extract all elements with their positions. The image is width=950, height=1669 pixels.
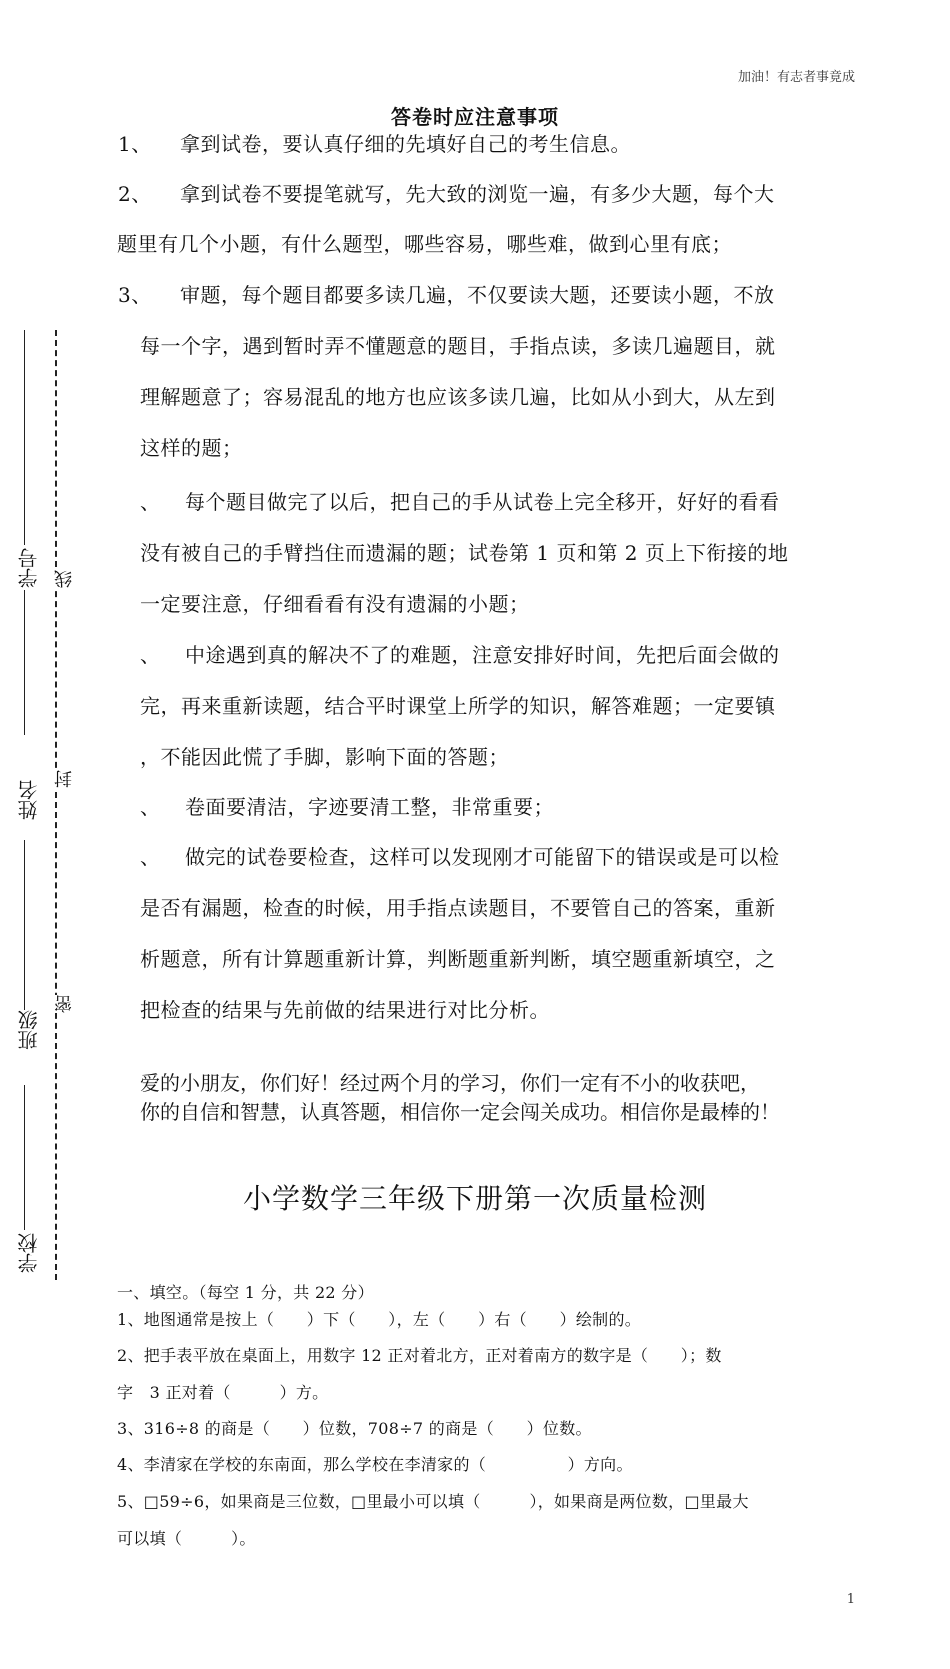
student-id-label: 学号 bbox=[17, 548, 41, 588]
notice-5-number: 、 bbox=[140, 643, 161, 667]
page-number: 1 bbox=[846, 1592, 855, 1607]
notice-2-number: 2、 bbox=[118, 182, 152, 206]
notice-1-text: 拿到试卷，要认真仔细的先填好自己的考生信息。 bbox=[180, 132, 631, 156]
notice-6-number: 、 bbox=[140, 795, 161, 819]
notice-2 bbox=[118, 178, 775, 207]
notice-2-text: 拿到试卷不要提笔就写，先大致的浏览一遍，有多少大题，每个大 bbox=[180, 182, 775, 206]
question-2-cont: 字 3 正对着（ ）方。 bbox=[117, 1383, 329, 1402]
notice-7-number: 、 bbox=[140, 845, 161, 869]
notice-1 bbox=[118, 128, 631, 157]
secret-mark: 密 bbox=[52, 995, 78, 1013]
notice-6 bbox=[140, 791, 554, 820]
class-label: 班级 bbox=[17, 1010, 41, 1050]
greeting-line-1: 爱的小朋友，你们好！经过两个月的学习，你们一定有不小的收获吧， bbox=[140, 1071, 760, 1095]
notice-7-cont-2: 析题意，所有计算题重新计算，判断题重新判断，填空题重新填空，之 bbox=[140, 947, 776, 971]
notice-1-number: 1、 bbox=[118, 132, 152, 156]
notice-5-text: 中途遇到真的解决不了的难题，注意安排好时间，先把后面会做的 bbox=[185, 643, 780, 667]
notice-7-cont-3: 把检查的结果与先前做的结果进行对比分析。 bbox=[140, 998, 550, 1022]
question-2: 2、把手表平放在桌面上，用数字 12 正对着北方，正对着南方的数字是（ ）；数 bbox=[117, 1346, 722, 1365]
notice-3-number: 3、 bbox=[118, 283, 152, 307]
notice-3-text: 审题，每个题目都要多读几遍，不仅要读大题，还要读小题，不放 bbox=[180, 283, 775, 307]
exam-title: 小学数学三年级下册第一次质量检测 bbox=[242, 1182, 707, 1215]
notice-5 bbox=[140, 639, 780, 668]
notice-4-cont-2: 一定要注意，仔细看看有没有遗漏的小题； bbox=[140, 592, 530, 616]
notice-4-number: 、 bbox=[140, 490, 161, 514]
notice-3-cont-3: 这样的题； bbox=[140, 436, 243, 460]
notice-3-cont-1: 每一个字，遇到暂时弄不懂题意的题目，手指点读，多读几遍题目，就 bbox=[140, 334, 776, 358]
notice-5-cont-1: 完，再来重新读题，结合平时课堂上所学的知识，解答难题；一定要镇 bbox=[140, 694, 776, 718]
question-1: 1、地图通常是按上（ ）下（ ），左（ ）右（ ）绘制的。 bbox=[117, 1310, 642, 1329]
seal-mark: 封 bbox=[52, 770, 78, 788]
seal-line-mark: 线 bbox=[52, 570, 78, 588]
greeting-line-2: 你的自信和智慧，认真答题，相信你一定会闯关成功。相信你是最棒的！ bbox=[140, 1100, 780, 1124]
section-1-heading: 一、填空。（每空 1 分，共 22 分） bbox=[117, 1283, 374, 1302]
notice-6-text: 卷面要清洁，字迹要清工整，非常重要； bbox=[185, 795, 554, 819]
notice-7-cont-1: 是否有漏题，检查的时候，用手指点读题目，不要管自己的答案，重新 bbox=[140, 896, 776, 920]
notice-title: 答卷时应注意事项 bbox=[391, 105, 559, 129]
notice-3 bbox=[118, 279, 775, 308]
notice-2-cont: 题里有几个小题，有什么题型，哪些容易，哪些难，做到心里有底； bbox=[117, 232, 732, 256]
notice-3-cont-2: 理解题意了；容易混乱的地方也应该多读几遍，比如从小到大，从左到 bbox=[140, 385, 776, 409]
class-underline bbox=[24, 840, 25, 1010]
name-underline bbox=[24, 590, 25, 735]
notice-4 bbox=[140, 486, 780, 515]
binding-dashed-line bbox=[55, 330, 57, 1280]
question-5: 5、□59÷6，如果商是三位数，□里最小可以填（ ），如果商是两位数，□里最大 bbox=[117, 1492, 749, 1511]
question-3: 3、316÷8 的商是（ ）位数，708÷7 的商是（ ）位数。 bbox=[117, 1419, 592, 1438]
notice-4-cont-1: 没有被自己的手臂挡住而遗漏的题；试卷第 1 页和第 2 页上下衔接的地 bbox=[140, 541, 789, 565]
notice-4-text: 每个题目做完了以后，把自己的手从试卷上完全移开，好好的看看 bbox=[185, 490, 780, 514]
name-label: 姓名 bbox=[17, 780, 41, 820]
question-4: 4、李清家在学校的东南面，那么学校在李清家的（ ）方向。 bbox=[117, 1455, 633, 1474]
student-id-underline bbox=[24, 330, 25, 545]
notice-7 bbox=[140, 841, 780, 870]
header-motto: 加油！有志者事竟成 bbox=[737, 70, 855, 85]
question-5-cont: 可以填（ ）。 bbox=[117, 1529, 256, 1548]
school-label: 学校 bbox=[17, 1233, 41, 1273]
notice-7-text: 做完的试卷要检查，这样可以发现刚才可能留下的错误或是可以检 bbox=[185, 845, 780, 869]
notice-5-cont-2: ，不能因此慌了手脚，影响下面的答题； bbox=[140, 745, 509, 769]
